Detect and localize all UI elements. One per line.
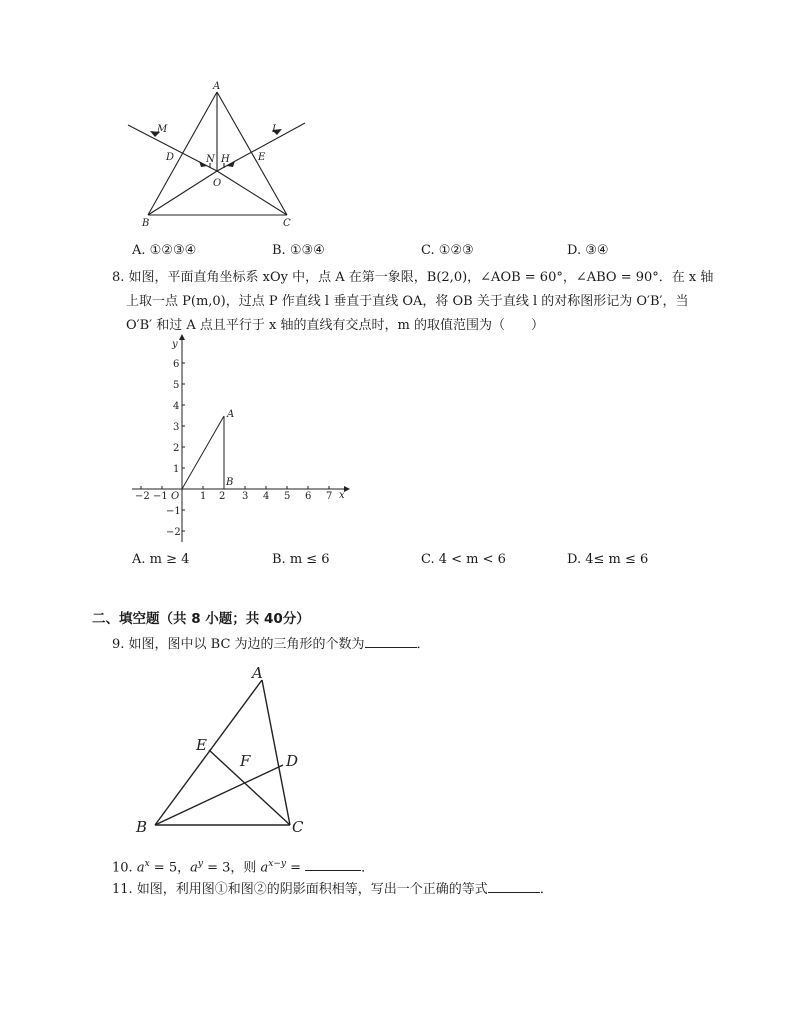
q7-label-H: H bbox=[221, 154, 230, 165]
q9-answer-blank[interactable] bbox=[365, 635, 417, 648]
q9-label-F: F bbox=[240, 752, 251, 770]
q7-option-a[interactable]: A. ①②③④ bbox=[132, 243, 197, 258]
q7-label-E: E bbox=[258, 152, 266, 163]
q8-x-tick: 2 bbox=[219, 491, 226, 502]
q10-answer-blank[interactable] bbox=[305, 858, 361, 871]
q8-option-c[interactable]: C. 4 < m < 6 bbox=[421, 552, 506, 567]
q9-label-C: C bbox=[292, 818, 304, 836]
q8-origin-label: O bbox=[171, 491, 180, 502]
q7-label-M: M bbox=[157, 124, 168, 135]
q8-y-tick: 3 bbox=[173, 422, 180, 433]
q8-y-tick: 4 bbox=[173, 401, 180, 412]
q8-x-tick: −2 bbox=[135, 491, 150, 502]
q8-y-axis-label: y bbox=[172, 339, 178, 350]
q8-y-tick: −2 bbox=[166, 527, 181, 538]
q7-label-L: L bbox=[272, 124, 279, 135]
q9-end: ． bbox=[416, 637, 430, 652]
q8-point-B-label: B bbox=[226, 477, 234, 488]
q11-stem bbox=[112, 880, 553, 900]
q8-y-tick: 1 bbox=[173, 464, 180, 475]
q8-y-tick: 2 bbox=[173, 443, 180, 454]
q10-base-3: a bbox=[260, 860, 269, 876]
q9-label-A: A bbox=[252, 664, 263, 682]
q7-option-b[interactable]: B. ①③④ bbox=[272, 243, 325, 258]
q9-triangle-figure bbox=[130, 660, 320, 840]
q8-y-tick: −1 bbox=[166, 506, 181, 517]
q8-x-tick: 7 bbox=[326, 491, 333, 502]
q8-coordinate-graph bbox=[125, 334, 355, 549]
q8-x-axis-label: x bbox=[339, 490, 345, 501]
q7-label-D: D bbox=[166, 152, 175, 163]
q7-option-c[interactable]: C. ①②③ bbox=[421, 243, 474, 258]
q9-label-B: B bbox=[136, 818, 148, 836]
q8-x-tick: −1 bbox=[153, 491, 168, 502]
q8-y-tick: 6 bbox=[173, 359, 180, 370]
q8-point-A-label: A bbox=[227, 409, 235, 420]
q7-label-O: O bbox=[213, 178, 222, 189]
q9-text: 9. 如图，图中以 BC 为边的三角形的个数为 bbox=[112, 637, 365, 652]
q8-x-tick: 6 bbox=[305, 491, 312, 502]
q8-option-a[interactable]: A. m ≥ 4 bbox=[132, 552, 190, 567]
q10-exp-2: y bbox=[197, 859, 203, 869]
q7-triangle-figure bbox=[120, 78, 320, 233]
q8-y-tick: 5 bbox=[173, 380, 180, 391]
q8-stem-line3: O′B′ 和过 A 点且平行于 x 轴的直线有交点时，m 的取值范围为（ ） bbox=[126, 318, 544, 333]
q8-x-tick: 1 bbox=[200, 491, 207, 502]
q10-number: 10. bbox=[112, 860, 137, 876]
q10-stem bbox=[112, 854, 374, 878]
q10-exp-1: x bbox=[144, 859, 150, 869]
q8-x-tick: 5 bbox=[284, 491, 291, 502]
q8-stem-line2: 上取一点 P(m,0)，过点 P 作直线 l 垂直于直线 OA，将 OB 关于直线 l 的对称图形记为 O′B′，当 bbox=[126, 294, 689, 309]
q8-x-tick: 3 bbox=[242, 491, 249, 502]
q11-end: ． bbox=[539, 882, 553, 897]
q8-option-b[interactable]: B. m ≤ 6 bbox=[272, 552, 330, 567]
q9-label-E: E bbox=[196, 736, 207, 754]
q11-answer-blank[interactable] bbox=[488, 880, 540, 893]
q8-x-tick: 4 bbox=[263, 491, 270, 502]
q10-base-2: a bbox=[190, 860, 198, 876]
q9-stem bbox=[112, 635, 430, 655]
q7-label-A: A bbox=[213, 81, 221, 92]
q11-text: 11. 如图，利用图①和图②的阴影面积相等，写出一个正确的等式 bbox=[112, 882, 488, 897]
q10-part4: = bbox=[285, 860, 302, 876]
q7-label-N: N bbox=[206, 154, 215, 165]
q7-label-B: B bbox=[142, 218, 150, 229]
q8-option-d[interactable]: D. 4≤ m ≤ 6 bbox=[567, 552, 649, 567]
q10-part2: = 5， bbox=[149, 860, 191, 876]
q10-end: ． bbox=[361, 860, 375, 876]
q8-stem-line1: 8. 如图，平面直角坐标系 xOy 中，点 A 在第一象限，B(2,0)，∠AOB = 60°，∠ABO = 90°．在 x 轴 bbox=[112, 270, 714, 285]
q10-base-1: a bbox=[136, 860, 145, 876]
section-heading: 二、填空题（共 8 小题；共 40分） bbox=[92, 611, 310, 627]
q10-part3: = 3，则 bbox=[202, 860, 261, 876]
q7-label-C: C bbox=[283, 218, 291, 229]
q9-label-D: D bbox=[286, 752, 299, 770]
q7-option-d[interactable]: D. ③④ bbox=[567, 243, 609, 258]
q10-exp-3: x−y bbox=[268, 859, 286, 869]
